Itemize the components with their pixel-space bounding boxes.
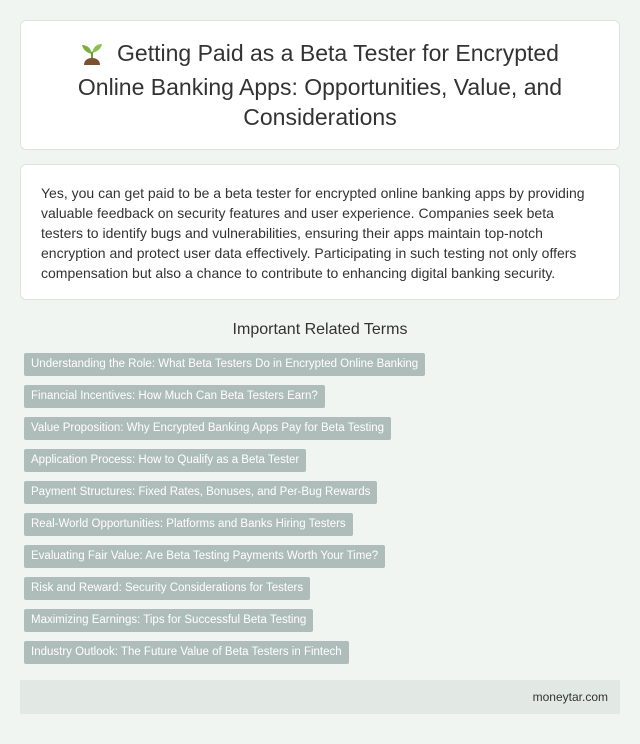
term-link[interactable]: Application Process: How to Qualify as a Beta Tester [24,449,306,472]
intro-card [20,164,620,300]
related-terms-heading: Important Related Terms [232,321,408,338]
term-link[interactable]: Understanding the Role: What Beta Testers Do in Encrypted Online Banking [24,353,425,376]
term-link[interactable]: Real-World Opportunities: Platforms and Banks Hiring Testers [24,513,353,536]
page-title-text: Getting Paid as a Beta Tester for Encrypted Online Banking Apps: Opportunities, Value, and Considerations [77,40,563,130]
term-link[interactable]: Maximizing Earnings: Tips for Successful Beta Testing [24,609,313,632]
term-link[interactable]: Payment Structures: Fixed Rates, Bonuses, and Per-Bug Rewards [24,481,377,504]
term-link[interactable]: Value Proposition: Why Encrypted Banking Apps Pay for Beta Testing [24,417,391,440]
related-terms-list [24,353,620,673]
footer-site-name: moneytar.com [532,690,608,704]
intro-text: Yes, you can get paid to be a beta tester for encrypted online banking apps by providing valuable feedback on security features and user experience. Companies seek beta testers to identify bugs and vulnerabilities, ensuring their apps maintain top-notch encryption and protect user data effectively. Participating in such testing not only offers compensation but also a chance to contribute to enhancing digital banking security. [41,185,585,281]
title-card [20,20,620,150]
term-link[interactable]: Risk and Reward: Security Considerations for Testers [24,577,310,600]
sprout-icon [81,41,103,72]
term-link[interactable]: Evaluating Fair Value: Are Beta Testing Payments Worth Your Time? [24,545,385,568]
page-title [51,38,589,132]
term-link[interactable]: Financial Incentives: How Much Can Beta Testers Earn? [24,385,325,408]
footer-bar [20,680,620,714]
term-link[interactable]: Industry Outlook: The Future Value of Beta Testers in Fintech [24,641,349,664]
